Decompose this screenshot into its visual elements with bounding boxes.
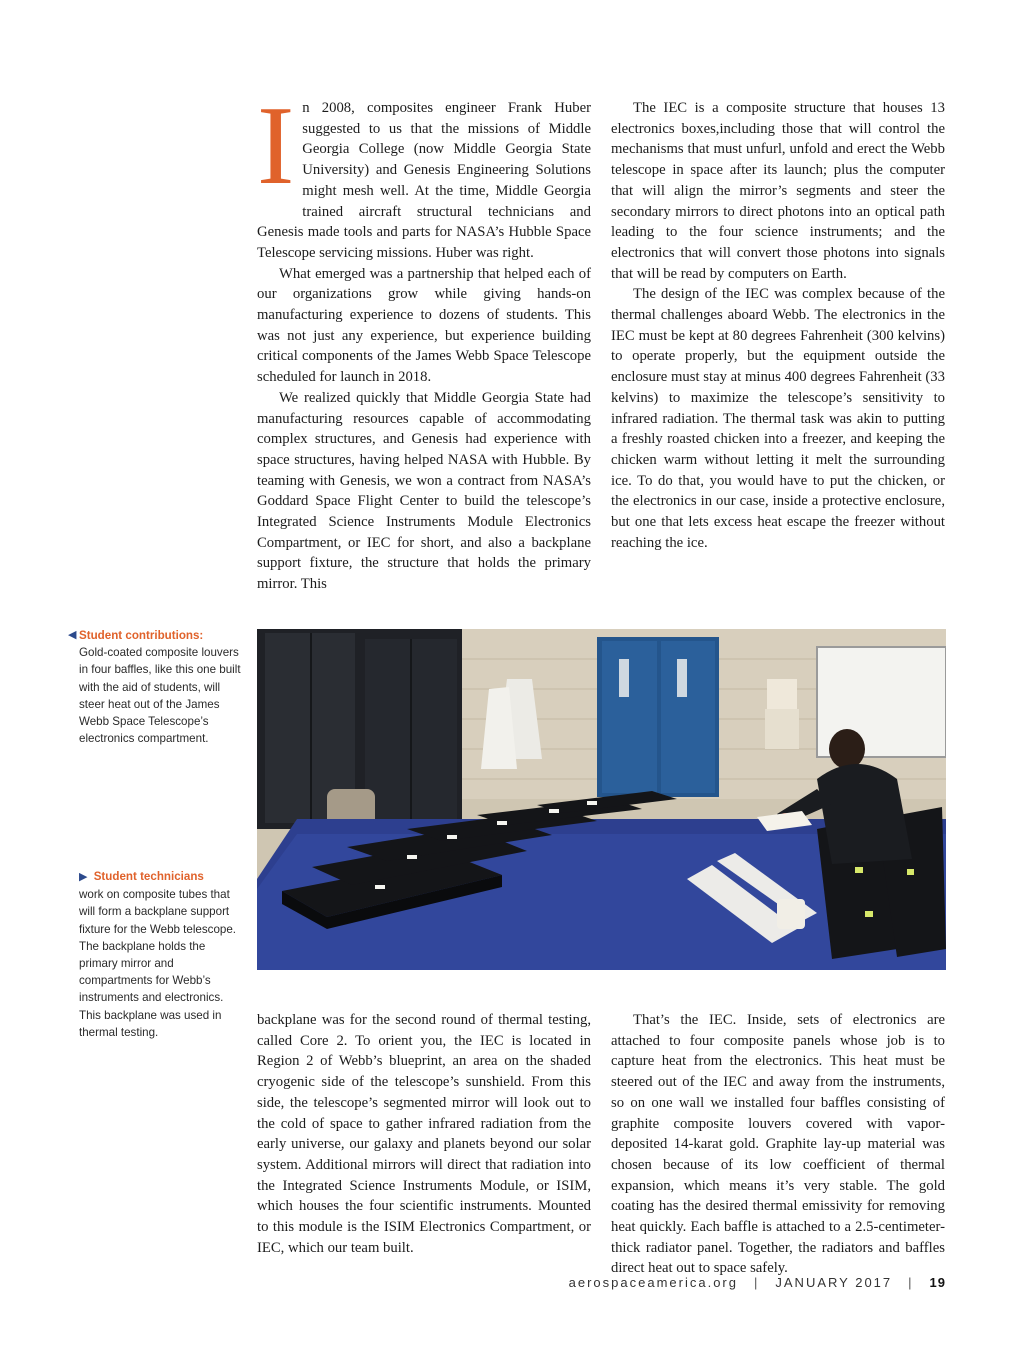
article-column-top-left: [257, 84, 591, 595]
lab-photo-illustration: [257, 629, 946, 970]
article-column-top-right: [611, 98, 945, 553]
paragraph: backplane was for the second round of thermal testing, called Core 2. To orient you, the IEC is located in Region 2 of Webb’s blueprint, an area on the shaded cryogenic side of the telescope’s sunshield. From this side, the telescope’s segmented mirror will look out to the cold of space to gather infrared radiation from the early universe, our galaxy and planets beyond our solar system. Additional mirrors will direct that radiation into the Integrated Science Instruments Module, or ISIM, which houses the four scientific instruments. Mounted to this module is the ISIM Electronics Compartment, or IEC, which our team built.: [257, 1012, 591, 1256]
caption-heading: Student technicians: [93, 870, 204, 883]
paragraph-text: n 2008, composites engineer Frank Huber suggested to us that the missions of Middle Georgia College (now Middle Georgia State University) and Genesis Engineering Solutions might mesh well. At the time, Middle Georgia trained aircraft structural technicians and Genesis made tools and parts for NASA’s Hubble Space Telescope servicing missions. Huber was right.: [257, 100, 591, 261]
caption-text: Gold-coated composite louvers in four baffles, like this one built with the aid of students, will steer heat out of the James Webb Space Telescope’s electronics compartment.: [79, 646, 241, 746]
paragraph: We realized quickly that Middle Georgia State had manufacturing resources capable of accommodating complex structures, and Genesis had experience with space structures, having helped NASA with Hubble. By teaming with Genesis, we won a contract from NASA’s Goddard Space Flight Center to build the telescope’s Integrated Science Instruments Module Electronics Compartment, or IEC for short, and also a backplane support fixture, the structure that holds the primary mirror. This: [257, 389, 591, 593]
caption-student-contributions: [68, 627, 244, 747]
article-column-bottom-right: [611, 1010, 945, 1279]
footer-site: aerospaceamerica.org: [568, 1275, 738, 1290]
article-column-bottom-left: [257, 1010, 591, 1258]
paragraph: That’s the IEC. Inside, sets of electronics are attached to four composite panels whose job is to capture heat from the electronics. This heat must be steered out of the IEC and away from the instruments, so on one wall we installed four baffles consisting of graphite composite louvers covered with vapor-deposited 14-karat gold. Graphite lay-up material was chosen because of its low coefficient of thermal expansion, which means it’s very stable. The gold coating has the desired thermal emissivity for removing heat quickly. Each baffle is attached to a 2.5-centimeter-thick radiator panel. Together, the radiators and baffles direct heat out to space safely.: [611, 1012, 945, 1277]
paragraph: What emerged was a partnership that helped each of our organizations grow while giving hands-on manufacturing experience to dozens of students. This was not just any experience, but experience building critical components of the James Webb Space Telescope scheduled for launch in 2018.: [257, 265, 591, 386]
footer-separator: |: [754, 1275, 760, 1290]
lab-photo: [257, 629, 946, 970]
paragraph: The design of the IEC was complex because of the thermal challenges aboard Webb. The electronics in the IEC must be kept at 80 degrees Fahrenheit (300 kelvins) to operate properly, but the equipment outside the enclosure must stay at minus 400 degrees Fahrenheit (33 kelvins) to maximize the telescope’s sensitivity to infrared radiation. The thermal task was akin to putting a freshly roasted chicken into a freezer, and keeping the chicken warm without letting it melt the surrounding ice. To do that, you would have to put the chicken, or the electronics in our case, inside a protective enclosure, but one that lets excess heat escape the freezer without reaching the ice.: [611, 286, 945, 551]
dropcap: I: [257, 84, 295, 208]
page-footer: [569, 1275, 946, 1290]
footer-issue: JANUARY 2017: [775, 1275, 893, 1290]
footer-separator: |: [908, 1275, 914, 1290]
caption-student-technicians: [79, 868, 244, 1041]
caption-heading: Student contributions:: [79, 629, 204, 642]
page-number: 19: [929, 1275, 946, 1290]
paragraph: [257, 84, 591, 264]
caption-pointer-left-icon: ◀: [68, 629, 77, 641]
caption-text: work on composite tubes that will form a backplane support fixture for the Webb telescope. The backplane holds the primary mirror and compartments for Webb’s instruments and electronics. This backplane was used in thermal testing.: [79, 888, 237, 1039]
paragraph: The IEC is a composite structure that houses 13 electronics boxes,including those that will control the mechanisms that must unfurl, unfold and erect the Webb telescope in space after its launch; plus the computer that will align the mirror’s segments and steer the secondary mirrors to direct photons into an optical path leading to the four science instruments; and the electronics that will convert those photons into signals that will be read by computers on Earth.: [611, 100, 945, 282]
caption-pointer-right-icon: ▶: [79, 871, 88, 883]
